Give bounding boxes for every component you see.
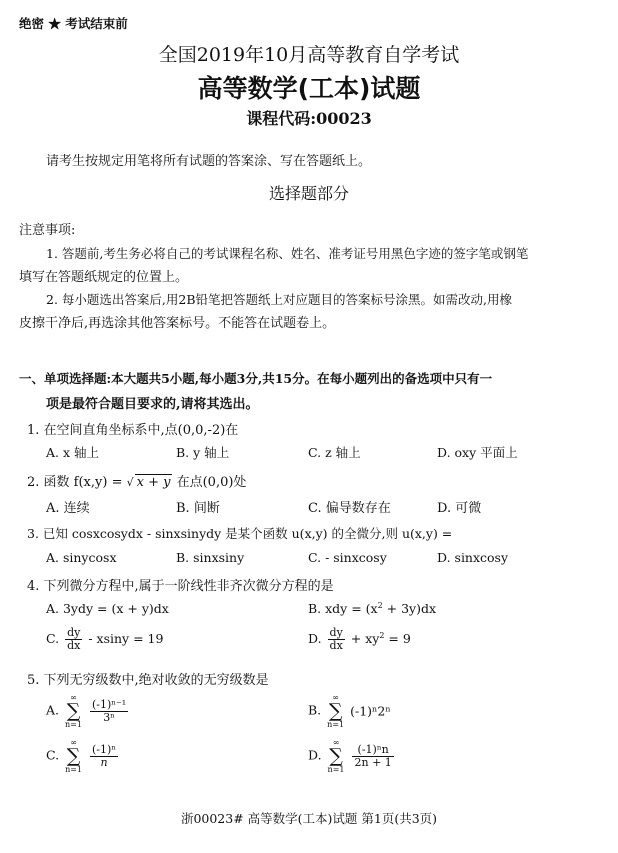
q5-a-num: (-1)ⁿ⁻¹ bbox=[91, 697, 127, 711]
q5-a-sum bbox=[65, 693, 82, 729]
course-code: 课程代码:00023 bbox=[246, 109, 372, 128]
part1-heading: 一、单项选择题:本大题共5小题,每小题3分,共15分。在每小题列出的备选项中只有一 bbox=[19, 371, 493, 386]
q5-option-a bbox=[46, 693, 130, 729]
q5-b-label: B. bbox=[308, 702, 322, 718]
subject-title: 高等数学(工本)试题 bbox=[197, 74, 421, 103]
q4-option-c bbox=[46, 627, 163, 652]
q4-option-d bbox=[308, 627, 411, 652]
q2-stem bbox=[27, 471, 246, 490]
sum-top: ∞ bbox=[332, 693, 339, 702]
part1-heading-cont: 项是最符合题目要求的,请将其选出。 bbox=[46, 397, 259, 412]
q4-c-fraction bbox=[65, 627, 82, 652]
q1-option-b: B. y 轴上 bbox=[176, 445, 230, 460]
section-heading: 选择题部分 bbox=[268, 184, 349, 203]
sum-sign: ∑ bbox=[328, 700, 343, 722]
q2-stem-pre: 2. 函数 f(x,y) = bbox=[27, 475, 123, 490]
q3-stem: 3. 已知 cosxcosydx - sinxsinydy 是某个函数 u(x,y) 的全微分,则 u(x,y) = bbox=[27, 526, 453, 541]
notice-title: 注意事项: bbox=[19, 223, 76, 238]
q5-option-d bbox=[308, 738, 396, 774]
q3-option-d: D. sinxcosy bbox=[437, 550, 509, 565]
sum-bottom: n=1 bbox=[65, 765, 83, 774]
q4-b-sup: 2 bbox=[377, 601, 383, 610]
q4-d-sup: 2 bbox=[379, 630, 385, 640]
q5-c-num: (-1)ⁿ bbox=[92, 742, 117, 756]
q4-stem: 4. 下列微分方程中,属于一阶线性非齐次微分方程的是 bbox=[27, 579, 334, 594]
q4-d-num: dy bbox=[329, 626, 343, 639]
page-footer: 浙00023# 高等数学(工本)试题 第1页(共3页) bbox=[180, 811, 438, 826]
q4-c-label: C. bbox=[46, 631, 60, 646]
q1-option-d: D. oxy 平面上 bbox=[437, 445, 518, 460]
q5-option-b bbox=[308, 693, 391, 729]
q5-d-num: (-1)ⁿn bbox=[352, 744, 393, 757]
q2-option-b: B. 间断 bbox=[176, 501, 220, 516]
notice-item-2: 2. 每小题选出答案后,用2B铅笔把答题纸上对应题目的答案标号涂黑。如需改动,用橡 bbox=[46, 292, 512, 307]
q5-a-den: 3ⁿ bbox=[103, 710, 115, 724]
intro-text: 请考生按规定用笔将所有试题的答案涂、写在答题纸上。 bbox=[46, 154, 372, 169]
q2-radicand: x + y bbox=[136, 475, 171, 490]
q5-option-c bbox=[46, 738, 120, 774]
confidential-label: 绝密 ★ 考试结束前 bbox=[19, 16, 128, 31]
q5-b-sum bbox=[327, 693, 344, 729]
q4-d-rest-post: = 9 bbox=[384, 631, 411, 646]
q1-stem: 1. 在空间直角坐标系中,点(0,0,-2)在 bbox=[27, 423, 239, 438]
notice-item-1: 1. 答题前,考生务必将自己的考试课程名称、姓名、准考证号用黑色字迹的签字笔或钢笔 bbox=[46, 246, 529, 261]
q5-d-label: D. bbox=[308, 747, 322, 763]
sum-bottom: n=1 bbox=[327, 720, 345, 729]
q4-b-post: + 3y)dx bbox=[382, 601, 437, 617]
q2-option-c: C. 偏导数存在 bbox=[308, 501, 391, 516]
q5-stem: 5. 下列无穷级数中,绝对收敛的无穷级数是 bbox=[27, 673, 269, 688]
sum-top: ∞ bbox=[70, 738, 77, 747]
q4-d-rest-pre: + xy bbox=[350, 631, 380, 646]
q5-c-den: n bbox=[100, 755, 108, 769]
q4-option-b bbox=[308, 601, 436, 616]
q5-d-fraction bbox=[352, 744, 393, 769]
q5-c-label: C. bbox=[46, 747, 60, 763]
q4-c-rest: - xsiny = 19 bbox=[88, 631, 164, 646]
q4-d-fraction bbox=[328, 627, 345, 652]
q4-option-a: A. 3ydy = (x + y)dx bbox=[46, 601, 169, 616]
q2-stem-post: 在点(0,0)处 bbox=[176, 475, 247, 490]
q5-d-den: 2n + 1 bbox=[354, 755, 392, 769]
q4-b-pre: B. xdy = (x bbox=[308, 601, 378, 617]
exam-title: 全国2019年10月高等教育自学考试 bbox=[158, 44, 460, 66]
q3-option-a: A. sinycosx bbox=[46, 550, 117, 565]
sum-sign: ∑ bbox=[66, 700, 81, 722]
q4-c-den: dx bbox=[67, 639, 81, 652]
q4-d-den: dx bbox=[329, 639, 343, 652]
sum-top: ∞ bbox=[70, 693, 77, 702]
sum-top: ∞ bbox=[332, 738, 340, 747]
q2-option-a: A. 连续 bbox=[46, 501, 90, 516]
q1-option-a: A. x 轴上 bbox=[46, 445, 99, 460]
q2-option-d: D. 可微 bbox=[437, 501, 482, 516]
q1-option-c: C. z 轴上 bbox=[308, 445, 361, 460]
sum-bottom: n=1 bbox=[327, 765, 345, 774]
notice-item-1-cont: 填写在答题纸规定的位置上。 bbox=[19, 270, 189, 285]
q4-c-num: dy bbox=[67, 626, 81, 639]
q5-a-fraction bbox=[90, 699, 128, 724]
q3-option-c: C. - sinxcosy bbox=[308, 550, 387, 565]
q5-a-label: A. bbox=[46, 702, 60, 718]
q5-d-sum bbox=[328, 738, 345, 774]
sum-bottom: n=1 bbox=[65, 720, 82, 729]
q5-c-sum bbox=[65, 738, 82, 774]
q3-option-b: B. sinxsiny bbox=[176, 550, 245, 565]
q5-c-fraction bbox=[90, 744, 118, 769]
q5-b-term: (-1)ⁿ2ⁿ bbox=[350, 703, 391, 719]
sum-sign: ∑ bbox=[66, 745, 81, 767]
q4-d-label: D. bbox=[308, 631, 322, 646]
sum-sign: ∑ bbox=[329, 745, 343, 767]
sqrt-sign: √ bbox=[126, 476, 134, 489]
notice-item-2-cont: 皮擦干净后,再选涂其他答案标号。不能答在试题卷上。 bbox=[19, 316, 336, 331]
